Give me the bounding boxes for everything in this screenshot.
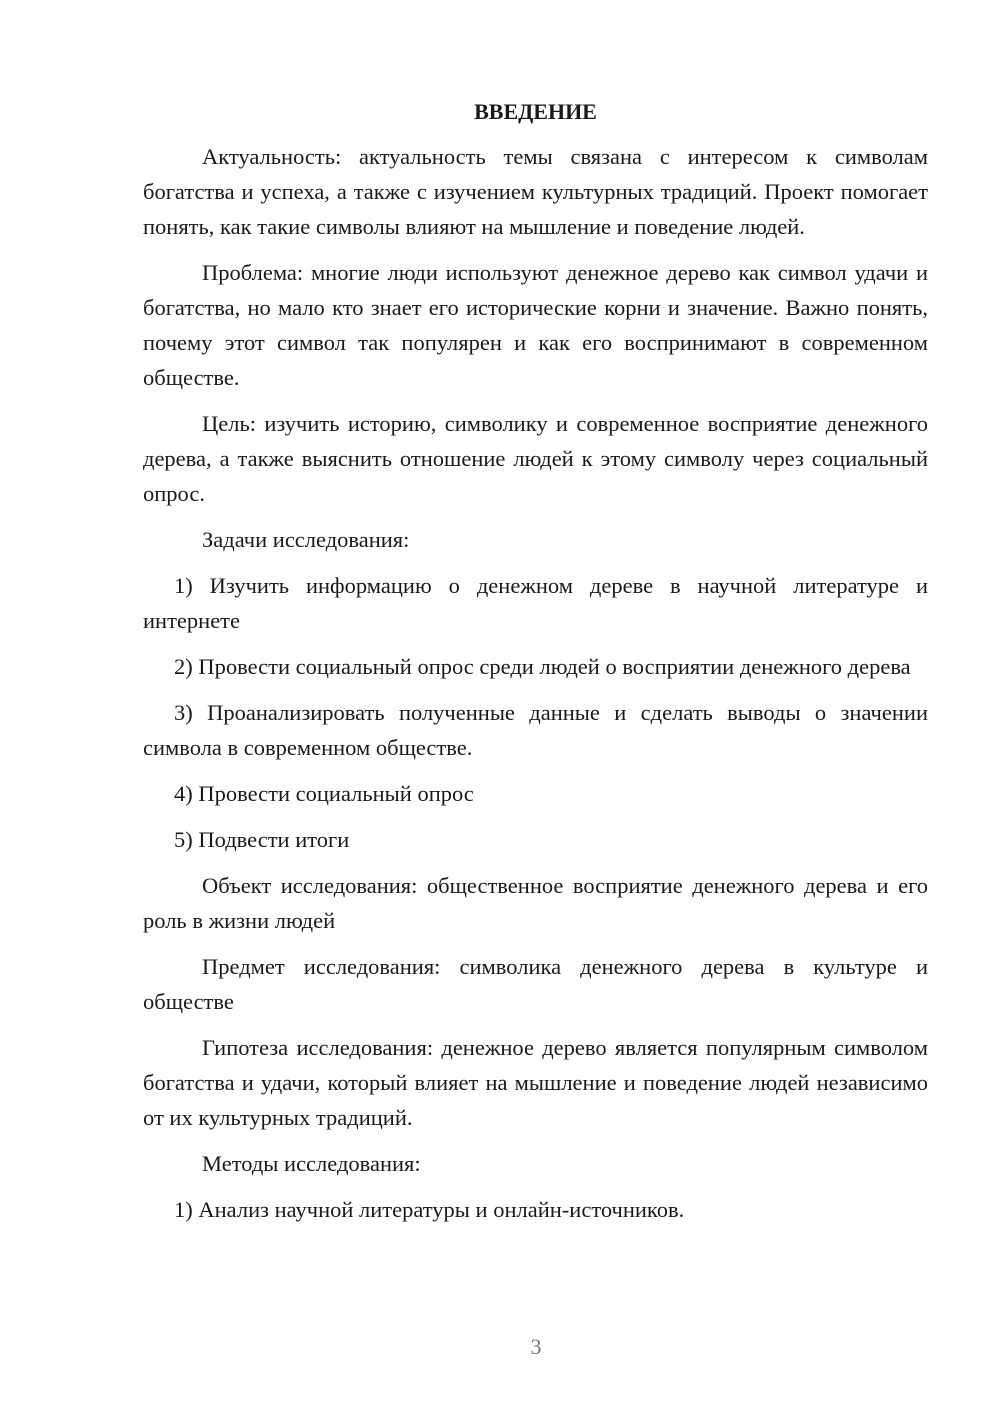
task-item-1: 1) Изучить информацию о денежном дереве в научной литературе и интернете xyxy=(143,573,928,633)
paragraph-subject: Предмет исследования: символика денежного дерева в культуре и обществе xyxy=(143,954,928,1014)
task-item-2: 2) Провести социальный опрос среди людей о восприятии денежного дерева xyxy=(174,654,911,679)
page-content xyxy=(143,96,928,1238)
task-item-4: 4) Провести социальный опрос xyxy=(174,781,474,806)
task-item-5: 5) Подвести итоги xyxy=(174,827,350,852)
paragraph-object: Объект исследования: общественное восприятие денежного дерева и его роль в жизни людей xyxy=(143,873,928,933)
paragraph-goal: Цель: изучить историю, символику и современное восприятие денежного дерева, а также выяснить отношение людей к этому символу через социальный опрос. xyxy=(143,411,928,506)
page-title: ВВЕДЕНИЕ xyxy=(474,99,597,124)
tasks-heading: Задачи исследования: xyxy=(202,527,410,552)
method-item-1: 1) Анализ научной литературы и онлайн-источников. xyxy=(174,1197,685,1222)
paragraph-hypothesis: Гипотеза исследования: денежное дерево является популярным символом богатства и удачи, который влияет на мышление и поведение людей независимо от их культурных традиций. xyxy=(143,1035,928,1130)
paragraph-relevance: Актуальность: актуальность темы связана с интересом к символам богатства и успеха, а также с изучением культурных традиций. Проект помогает понять, как такие символы влияют на мышление и поведение людей. xyxy=(143,144,928,239)
paragraph-problem: Проблема: многие люди используют денежное дерево как символ удачи и богатства, но мало кто знает его исторические корни и значение. Важно понять, почему этот символ так популярен и как его воспринимают в современном обществе. xyxy=(143,260,928,390)
page-number: 3 xyxy=(530,1334,542,1359)
methods-heading: Методы исследования: xyxy=(202,1151,421,1176)
task-item-3: 3) Проанализировать полученные данные и сделать выводы о значении символа в современном обществе. xyxy=(143,700,928,760)
